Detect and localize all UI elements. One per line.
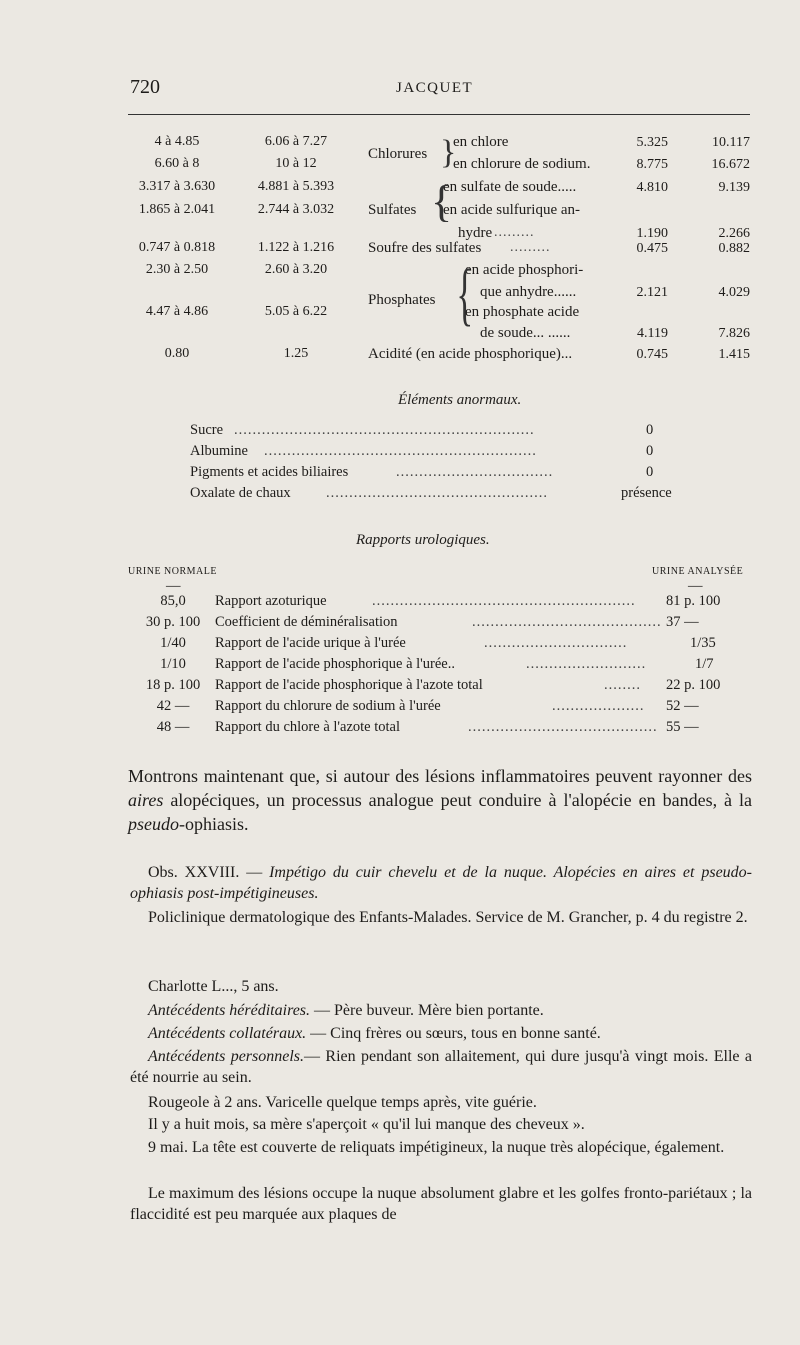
row-label: en phosphate acide — [465, 304, 580, 320]
normal-range-3: 3.317 à 3.630 — [138, 179, 216, 194]
text: — Père buveur. Mère bien portante. — [310, 1002, 544, 1019]
leader-dots: ......... — [494, 225, 535, 240]
obs-lead: Obs. XXVIII. — — [148, 864, 270, 881]
analysed-value: 81 p. 100 — [666, 593, 721, 609]
normal-range-7: 4.47 à 4.86 — [145, 304, 209, 319]
value-2: 4.029 — [718, 285, 750, 300]
clinic-line: Policlinique dermatologique des Enfants-Malades. Service de M. Grancher, p. 4 du registre 2. — [148, 909, 748, 926]
value-1: 1.190 — [636, 226, 668, 241]
ratio-label: Rapport du chlorure de sodium à l'urée — [215, 698, 441, 714]
huit-mois-line: Il y a huit mois, sa mère s'aperçoit « qu'il lui manque des cheveux ». — [148, 1116, 585, 1133]
value-2: 0.882 — [718, 241, 750, 256]
list-item-label: Albumine — [190, 443, 248, 459]
value-1: 0.475 — [636, 241, 668, 256]
ratio-label: Rapport de l'acide phosphorique à l'urée.. — [215, 656, 455, 672]
leader-dots: ........................................................... — [264, 443, 537, 459]
group-label-sulfates: Sulfates — [368, 202, 417, 218]
leader-dots: .................................. — [396, 464, 554, 480]
normal-range-6: 2.30 à 2.50 — [145, 262, 209, 277]
ratio-label: Rapport de l'acide urique à l'urée — [215, 635, 406, 651]
brace: { — [431, 177, 453, 226]
analysed-value: 55 — — [666, 719, 699, 735]
analysed-value: 1/7 — [695, 656, 714, 672]
header-rule — [128, 114, 750, 115]
analysed-value: 52 — — [666, 698, 699, 714]
row-label: en acide sulfurique an- — [443, 202, 581, 218]
analysed-value: 37 — — [666, 614, 699, 630]
list-item-label: Oxalate de chaux — [190, 485, 291, 501]
normal-value: 1/40 — [160, 635, 186, 651]
para-emphasis: aires — [128, 790, 164, 810]
left-column-header: URINE NORMALE — [128, 566, 217, 577]
normal-range-8: 0.80 — [164, 346, 190, 361]
normal-range-1: 4 à 4.85 — [154, 134, 200, 149]
obs-title: Impétigo du cuir chevelu et de la nuque. Alopécies en aires et pseudo-ophiasis post-impétigineuses. — [130, 864, 753, 902]
rougeole-line: Rougeole à 2 ans. Varicelle quelque temps après, vite guérie. — [148, 1094, 537, 1111]
brace: { — [456, 256, 474, 333]
row-label: en chlorure de sodium. — [453, 156, 591, 172]
antecedents-collateral — [130, 1023, 752, 1044]
text: — Rien pendant son allaitement, qui dure jusqu'à vingt mois. Elle a été nourrie au sein. — [130, 1048, 753, 1086]
value-1: 5.325 — [636, 135, 668, 150]
row-label: que anhydre...... — [480, 284, 577, 300]
analysed-range-5: 1.122 à 1.216 — [257, 240, 335, 255]
value-1: 4.810 — [636, 180, 668, 195]
analysed-range-3: 4.881 à 5.393 — [257, 179, 335, 194]
list-item-value: 0 — [646, 443, 654, 459]
ratio-label: Rapport du chlore à l'azote total — [215, 719, 401, 735]
analysed-value: 1/35 — [690, 635, 716, 651]
para-text: alopéciques, un processus analogue peut conduire à l'alopécie en bandes, à la — [163, 790, 752, 810]
leader-dots: ........ — [604, 677, 641, 693]
ratio-label: Rapport azoturique — [215, 593, 327, 609]
value-2: 10.117 — [712, 135, 750, 150]
analysed-value: 22 p. 100 — [666, 677, 721, 693]
value-2: 16.672 — [711, 157, 750, 172]
para-text: Montrons maintenant que, si autour des lésions inflammatoires peuvent rayonner des — [128, 766, 752, 786]
observation-heading — [130, 862, 752, 904]
leader-dots: .......................... — [526, 656, 647, 672]
label: Antécédents collatéraux. — [148, 1025, 307, 1042]
analysed-range-2: 10 à 12 — [275, 156, 317, 171]
leader-dots: ......................................... — [472, 614, 662, 630]
page-number: 720 — [130, 76, 160, 98]
text: — Cinq frères ou sœurs, tous en bonne santé. — [306, 1025, 601, 1042]
value-1: 8.775 — [636, 157, 668, 172]
normal-range-2: 6.60 à 8 — [154, 156, 200, 171]
row-label: de soude... ...... — [480, 325, 571, 341]
abnormal-title: Éléments anormaux. — [398, 392, 522, 408]
analysed-range-6: 2.60 à 3.20 — [264, 262, 328, 277]
running-head: JACQUET — [396, 80, 474, 96]
value-2: 2.266 — [718, 226, 750, 241]
normal-value: 18 p. 100 — [145, 677, 201, 693]
list-item-value: 0 — [646, 464, 654, 480]
value-1: 4.119 — [637, 326, 668, 341]
list-item-value: 0 — [646, 422, 654, 438]
analysed-range-4: 2.744 à 3.032 — [257, 202, 335, 217]
patient-line: Charlotte L..., 5 ans. — [148, 978, 279, 995]
leader-dots: .................... — [552, 698, 645, 714]
value-2: 7.826 — [718, 326, 750, 341]
list-item-value: présence — [621, 485, 672, 501]
leader-dots: ................................................................. — [234, 422, 535, 438]
list-item-label: Pigments et acides biliaires — [190, 464, 349, 480]
label: Antécédents personnels. — [148, 1048, 305, 1065]
analysed-range-8: 1.25 — [283, 346, 309, 361]
row-label: en chlore — [453, 134, 509, 150]
normal-value: 1/10 — [160, 656, 186, 672]
leader-dots: ......... — [510, 240, 551, 255]
list-item-label: Sucre — [190, 422, 224, 438]
ratio-label: Coefficient de déminéralisation — [215, 614, 398, 630]
leader-dots: ......................................... — [468, 719, 658, 735]
dash: — — [166, 578, 181, 594]
neuf-mai-line: 9 mai. La tête est couverte de reliquats impétigineux, la nuque très alopécique, également. — [148, 1139, 725, 1156]
normal-value: 30 p. 100 — [145, 614, 201, 630]
row-label: Soufre des sulfates — [368, 240, 482, 256]
antecedents-hereditary — [130, 1000, 752, 1021]
label: Antécédents héréditaires. — [148, 1002, 311, 1019]
para-emphasis: pseudo — [128, 814, 179, 834]
row-label: Acidité (en acide phosphorique)... — [368, 346, 573, 362]
brace: } — [440, 134, 457, 171]
row-label: hydre — [458, 225, 493, 241]
normal-value: 85,0 — [160, 593, 186, 609]
group-label-chlorures: Chlorures — [368, 146, 428, 162]
para-text: -ophiasis. — [179, 814, 249, 834]
leader-dots: ......................................................... — [372, 593, 636, 609]
row-label: en sulfate de soude..... — [443, 179, 577, 195]
value-2: 9.139 — [718, 180, 750, 195]
normal-value: 48 — — [156, 719, 190, 735]
ratios-title: Rapports urologiques. — [356, 532, 490, 548]
right-column-header: URINE ANALYSÉE — [652, 566, 744, 577]
group-label-phosphates: Phosphates — [368, 292, 436, 308]
analysed-range-1: 6.06 à 7.27 — [264, 134, 328, 149]
normal-range-5: 0.747 à 0.818 — [138, 240, 216, 255]
leader-dots: ................................................ — [326, 485, 548, 501]
value-1: 2.121 — [636, 285, 668, 300]
analysed-range-7: 5.05 à 6.22 — [264, 304, 328, 319]
ratio-label: Rapport de l'acide phosphorique à l'azote total — [215, 677, 483, 693]
intro-paragraph — [128, 764, 752, 836]
dash: — — [688, 578, 703, 594]
row-label: en acide phosphori- — [465, 262, 584, 278]
antecedents-personal — [130, 1046, 752, 1088]
value-1: 0.745 — [636, 347, 668, 362]
maximum-line: Le maximum des lésions occupe la nuque absolument glabre et les golfes fronto-pariétaux ; la flaccidité est peu marquée aux plaques de — [130, 1185, 752, 1223]
normal-value: 42 — — [156, 698, 190, 714]
leader-dots: ............................... — [484, 635, 628, 651]
value-2: 1.415 — [718, 347, 750, 362]
normal-range-4: 1.865 à 2.041 — [138, 202, 216, 217]
